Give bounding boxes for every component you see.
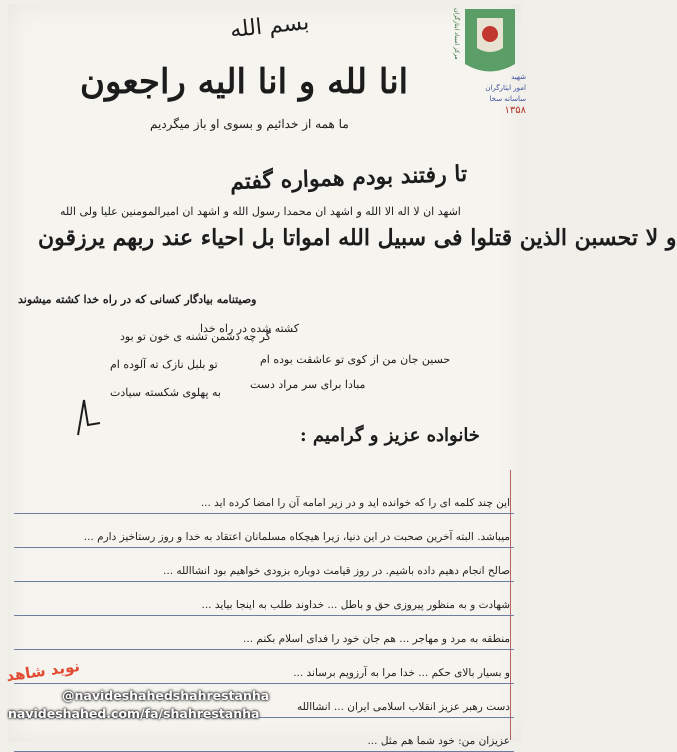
family-heading: خانواده عزیز و گرامیم : xyxy=(300,425,480,446)
body-line-text: عزیزان من: خود شما هم مثل ... xyxy=(367,735,510,747)
body-line xyxy=(14,514,514,548)
bismillah-heading: بسم الله xyxy=(228,9,311,44)
handwritten-signature xyxy=(70,395,110,440)
poem-line: کشته شده در راه خدا xyxy=(200,322,299,335)
second-heading: تا رفتند بودم همواره گفتم xyxy=(229,160,468,196)
watermark-overlay xyxy=(0,656,529,746)
document-title: انا لله و انا الیه راجعون xyxy=(80,62,409,102)
watermark-handle: @navideshahedshahrestanha xyxy=(62,688,270,703)
body-line-text: شهادت و به منظور پیروزی حق و باطل ... خداوند طلب به اینجا بیاید ... xyxy=(201,599,510,611)
poem-line: تو بلبل نازک ته آلوده ام xyxy=(110,358,218,371)
body-line xyxy=(14,548,514,582)
will-request: وصیتنامه بیادگار کسانی که در راه خدا کشته میشوند xyxy=(18,293,257,306)
poem-line: حسین جان من از کوی تو عاشقت بوده ام xyxy=(260,353,451,366)
body-line xyxy=(14,480,514,514)
watermark-logo: نوید شاهد xyxy=(5,656,81,686)
stamp-line-2: امور ایثارگران xyxy=(485,84,526,92)
body-line xyxy=(14,616,514,650)
body-line-text: منطقه به مرد و مهاجر ... هم جان خود را فدای اسلام بکنم ... xyxy=(243,633,510,645)
poem-line: به پهلوی شکسته سیادت xyxy=(110,386,221,399)
watermark-url: navideshahed.com/fa/shahrestanha xyxy=(8,706,260,721)
logo-caption: مرکز اسناد ایثارگران xyxy=(453,8,460,60)
body-line-text: صالح انجام دهیم داده باشیم. در روز قیامت دوباره بزودی خواهیم بود انشاالله ... xyxy=(163,565,510,577)
document-subtitle: ما همه از خدائیم و بسوی او باز میگردیم xyxy=(150,117,349,131)
body-line xyxy=(14,582,514,616)
body-line-text: و بسیار بالای حکم ... خدا مرا به آرزویم برساند ... xyxy=(293,667,510,679)
quran-verse: و لا تحسبن الذین قتلوا فی سبیل الله امواتا بل احیاء عند ربهم یرزقون xyxy=(38,225,677,251)
body-line-text: دست رهبر عزیز انقلاب اسلامی ایران ... انشاالله xyxy=(296,701,510,713)
archive-stamp xyxy=(430,72,526,116)
poem-line: مبادا برای سر مراد دست xyxy=(250,378,366,391)
stamp-line-3: ساسانه سخا xyxy=(489,95,526,103)
body-line-text: میباشد. البته آخرین صحبت در این دنیا، زیرا هیچکاه مسلمانان اعتقاد به خدا و روز رستاخیز دارم ... xyxy=(83,531,510,543)
poem-line: گر چه دشمن تشنه ی خون تو بود xyxy=(120,330,271,343)
stamp-line-1: شهید xyxy=(511,73,526,81)
stamp-year: ۱۳۵۸ xyxy=(504,105,526,116)
body-line-text: این چند کلمه ای را که خوانده اید و در زیر امامه آن را امضا کرده اید ... xyxy=(200,497,510,509)
shahada-line: اشهد ان لا اله الا الله و اشهد ان محمدا رسول الله و اشهد ان امیرالمومنین علیا ولی الله xyxy=(60,205,461,218)
